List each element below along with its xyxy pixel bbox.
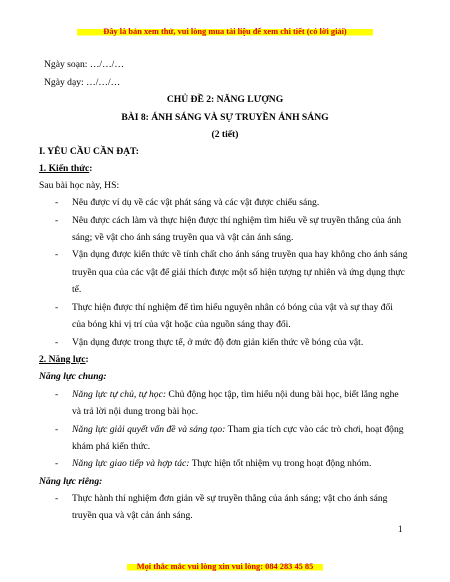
knowledge-intro: Sau bài học này, HS:	[39, 180, 120, 191]
preview-notice-header: Đây là bản xem thử, vui lòng mua tài liệu để xem chi tiết (có lời giải)	[0, 27, 450, 36]
topic-title: CHỦ ĐỀ 2: NĂNG LƯỢNG	[166, 94, 284, 105]
knowledge-item-line: truyền qua của các vật để giải thích được một số hiện tượng tự nhiên và ứng dụng thực	[72, 267, 405, 278]
duration: (2 tiết)	[211, 129, 239, 140]
bullet-dash: -	[55, 493, 59, 504]
general-item-line: Năng lực giải quyết vấn đề và sáng tạo: Tham gia tích cực vào các trò chơi, hoạt động	[72, 424, 404, 435]
general-item-line: khám phá kiến thức.	[72, 441, 151, 452]
specific-item-line: Thực hành thí nghiệm đơn giản về sự truyền thẳng của ánh sáng; vật cho ánh sáng	[72, 493, 388, 504]
knowledge-item-line: Vận dụng được trong thực tế, ở mức độ đơn giản kiến thức về bóng của vật.	[72, 337, 364, 348]
knowledge-item-line: Nêu được ví dụ về các vật phát sáng và các vật được chiếu sáng.	[72, 197, 320, 208]
knowledge-heading: 1. Kiến thức:	[39, 163, 93, 174]
bullet-dash: -	[55, 302, 59, 313]
general-item-line: Năng lực giao tiếp và hợp tác: Thực hiện tốt nhiệm vụ trong hoạt động nhóm.	[72, 458, 372, 469]
general-competence-heading: Năng lực chung:	[39, 371, 107, 382]
general-item-line: và trả lời nội dung trong bài học.	[72, 406, 199, 417]
teach-date: Ngày dạy: …/…/…	[44, 77, 121, 88]
bullet-dash: -	[55, 249, 59, 260]
knowledge-item-line: Vận dụng được kiến thức về tính chất cho ánh sáng truyền qua hay không cho ánh sáng	[72, 249, 408, 260]
contact-notice-footer: Mọi thắc mắc vui lòng xin vui lòng: 084 283 45 85	[0, 562, 450, 571]
specific-competence-heading: Năng lực riêng:	[39, 476, 103, 487]
competence-heading: 2. Năng lực:	[39, 354, 89, 365]
bullet-dash: -	[55, 389, 59, 400]
lesson-title: BÀI 8: ÁNH SÁNG VÀ SỰ TRUYỀN ÁNH SÁNG	[121, 112, 329, 123]
prep-date: Ngày soạn: …/…/…	[44, 59, 124, 70]
section-heading: I. YÊU CẦU CẦN ĐẠT:	[39, 146, 139, 157]
bullet-dash: -	[55, 337, 59, 348]
bullet-dash: -	[55, 197, 59, 208]
knowledge-item-line: của bóng khi vị trí của vật hoặc của nguồn sáng thay đổi.	[72, 319, 291, 330]
knowledge-item-line: tế.	[72, 284, 82, 295]
general-item-line: Năng lực tự chủ, tự học: Chủ động học tập, tìm hiểu nội dung bài học, biết lắng nghe	[72, 389, 399, 400]
page-number: 1	[398, 524, 403, 534]
knowledge-item-line: Nêu được cách làm và thực hiện được thí nghiệm tìm hiểu về sự truyền thẳng của ánh	[72, 215, 402, 226]
specific-item-line: truyền qua và vật cản ánh sáng.	[72, 510, 193, 521]
knowledge-item-line: sáng; về vật cho ánh sáng truyền qua và vật cản ánh sáng.	[72, 232, 294, 243]
bullet-dash: -	[55, 215, 59, 226]
bullet-dash: -	[55, 458, 59, 469]
knowledge-item-line: Thực hiện được thí nghiệm để tìm hiểu nguyên nhân có bóng của vật và sự thay đổi	[72, 302, 393, 313]
bullet-dash: -	[55, 424, 59, 435]
